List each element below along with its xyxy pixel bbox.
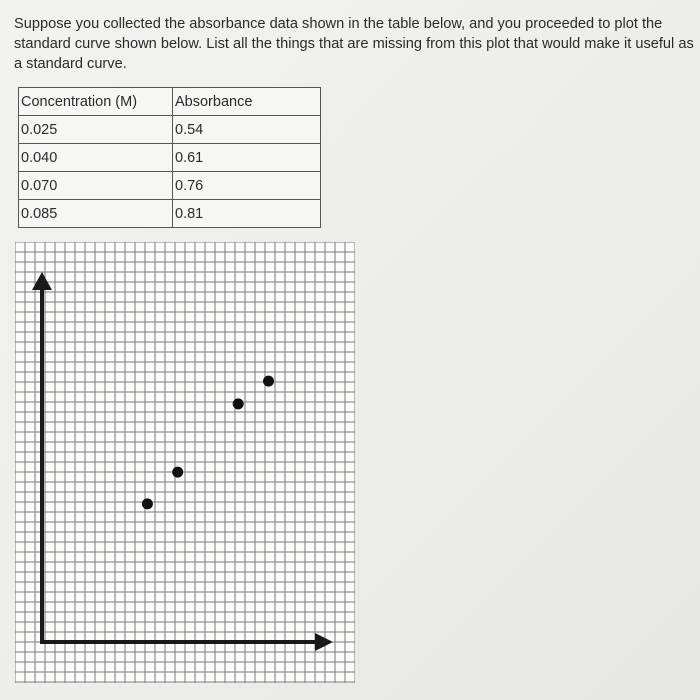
data-point xyxy=(172,467,183,478)
cell-absorbance: 0.81 xyxy=(173,200,321,228)
data-point xyxy=(233,398,244,409)
header-absorbance: Absorbance xyxy=(173,88,321,116)
cell-concentration: 0.040 xyxy=(19,144,173,172)
question-text: Suppose you collected the absorbance data shown in the table below, and you proceeded to plot the standard curve shown below. List all the things that are missing from this plot that would make it useful as a standard curve. xyxy=(14,16,694,72)
data-point xyxy=(142,498,153,509)
standard-curve-plot xyxy=(15,242,355,683)
data-point xyxy=(263,376,274,387)
table-row xyxy=(19,200,321,228)
absorbance-table xyxy=(18,87,321,228)
table-row xyxy=(19,172,321,200)
cell-concentration: 0.025 xyxy=(19,116,173,144)
cell-absorbance: 0.76 xyxy=(173,172,321,200)
table-header-row xyxy=(19,88,321,116)
header-concentration: Concentration (M) xyxy=(19,88,173,116)
table-row xyxy=(19,116,321,144)
table-row xyxy=(19,144,321,172)
cell-concentration: 0.070 xyxy=(19,172,173,200)
cell-absorbance: 0.61 xyxy=(173,144,321,172)
cell-absorbance: 0.54 xyxy=(173,116,321,144)
cell-concentration: 0.085 xyxy=(19,200,173,228)
